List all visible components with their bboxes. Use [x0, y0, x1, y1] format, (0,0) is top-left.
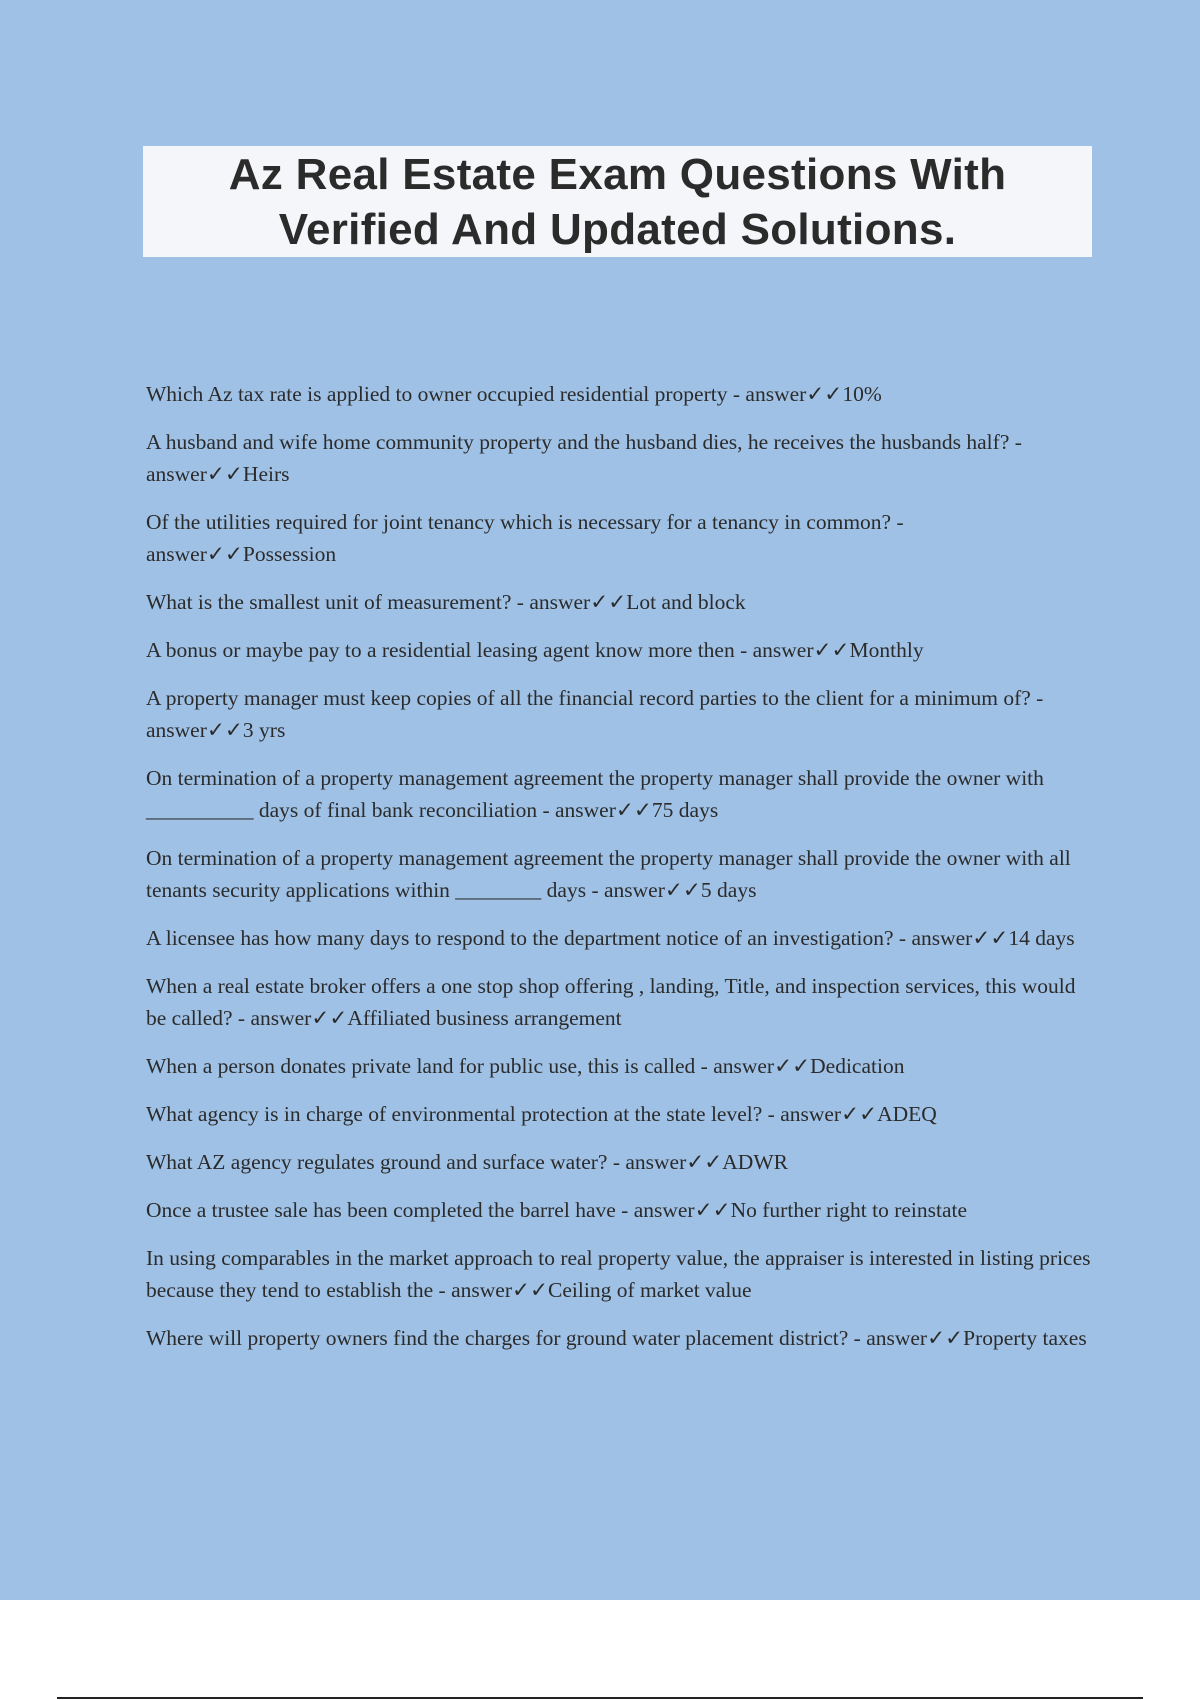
answer-marker: answer✓✓ — [745, 382, 843, 406]
answer-text: 5 days — [700, 878, 757, 902]
question-text: Where will property owners find the charges for ground water placement district? - — [146, 1326, 867, 1350]
answer-marker: answer✓✓ — [604, 878, 701, 902]
qa-item — [146, 1194, 1096, 1226]
answer-text: Lot and block — [626, 590, 746, 614]
question-text: A husband and wife home community property and the husband dies, he receives the husbands half? - — [146, 430, 1022, 454]
question-text: A licensee has how many days to respond to the department notice of an investigation? - — [146, 926, 912, 950]
qa-item — [146, 426, 1096, 490]
question-text: In using comparables in the market approach to real property value, the appraiser is interested in listing prices because they tend to establish the - — [146, 1246, 1091, 1302]
answer-text: Heirs — [242, 462, 290, 486]
question-text: Which Az tax rate is applied to owner occupied residential property - — [146, 382, 746, 406]
qa-list — [146, 378, 1096, 1370]
answer-text: No further right to reinstate — [730, 1198, 968, 1222]
question-text: When a person donates private land for public use, this is called - — [146, 1054, 714, 1078]
answer-marker: answer✓✓ — [752, 638, 850, 662]
qa-item — [146, 378, 1096, 410]
qa-item — [146, 1242, 1096, 1306]
answer-text: Property taxes — [963, 1326, 1087, 1350]
answer-marker: answer✓✓ — [713, 1054, 811, 1078]
answer-marker: answer✓✓ — [146, 462, 243, 486]
answer-text: 3 yrs — [242, 718, 286, 742]
answer-marker: answer✓✓ — [911, 926, 1009, 950]
answer-text: ADWR — [722, 1150, 788, 1174]
answer-text: Possession — [242, 542, 337, 566]
qa-item — [146, 842, 1096, 906]
qa-item — [146, 506, 1096, 570]
title-box — [143, 146, 1092, 257]
question-text: A bonus or maybe pay to a residential leasing agent know more then - — [146, 638, 753, 662]
question-text: What agency is in charge of environmental protection at the state level? - — [146, 1102, 781, 1126]
question-text: When a real estate broker offers a one stop shop offering , landing, Title, and inspection services, this would be called? - — [146, 974, 1076, 1030]
answer-text: 10% — [842, 382, 882, 406]
qa-item — [146, 1146, 1096, 1178]
answer-marker: answer✓✓ — [451, 1278, 549, 1302]
answer-marker: answer✓✓ — [866, 1326, 964, 1350]
answer-text: 14 days — [1008, 926, 1075, 950]
answer-text: Affiliated business arrangement — [347, 1006, 622, 1030]
answer-marker: answer✓✓ — [146, 542, 243, 566]
question-text: Once a trustee sale has been completed the barrel have - — [146, 1198, 634, 1222]
answer-text: Dedication — [810, 1054, 905, 1078]
answer-text: Ceiling of market value — [548, 1278, 752, 1302]
question-text: On termination of a property management agreement the property manager shall provide the owner with __________ days of final bank reconciliation - — [146, 766, 1044, 822]
footer-divider — [57, 1697, 1143, 1699]
question-text: What is the smallest unit of measurement? - — [146, 590, 530, 614]
answer-text: ADEQ — [877, 1102, 937, 1126]
qa-item — [146, 1098, 1096, 1130]
answer-marker: answer✓✓ — [625, 1150, 723, 1174]
qa-item — [146, 586, 1096, 618]
qa-item — [146, 1322, 1096, 1354]
qa-item — [146, 922, 1096, 954]
question-text: On termination of a property management agreement the property manager shall provide the owner with all tenants security applications within ________ days - — [146, 846, 1071, 902]
answer-marker: answer✓✓ — [633, 1198, 731, 1222]
question-text: A property manager must keep copies of all the financial record parties to the client for a minimum of? - — [146, 686, 1044, 710]
answer-marker: answer✓✓ — [529, 590, 627, 614]
document-title: Az Real Estate Exam Questions With Verified And Updated Solutions. — [228, 149, 1007, 254]
answer-marker: answer✓✓ — [780, 1102, 878, 1126]
question-text: What AZ agency regulates ground and surface water? - — [146, 1150, 626, 1174]
answer-text: 75 days — [651, 798, 719, 822]
question-text: Of the utilities required for joint tenancy which is necessary for a tenancy in common? - — [146, 510, 904, 534]
qa-item — [146, 970, 1096, 1034]
qa-item — [146, 1050, 1096, 1082]
qa-item — [146, 634, 1096, 666]
qa-item — [146, 762, 1096, 826]
answer-marker: answer✓✓ — [250, 1006, 348, 1030]
answer-marker: answer✓✓ — [555, 798, 652, 822]
qa-item — [146, 682, 1096, 746]
answer-text: Monthly — [849, 638, 924, 662]
answer-marker: answer✓✓ — [146, 718, 243, 742]
